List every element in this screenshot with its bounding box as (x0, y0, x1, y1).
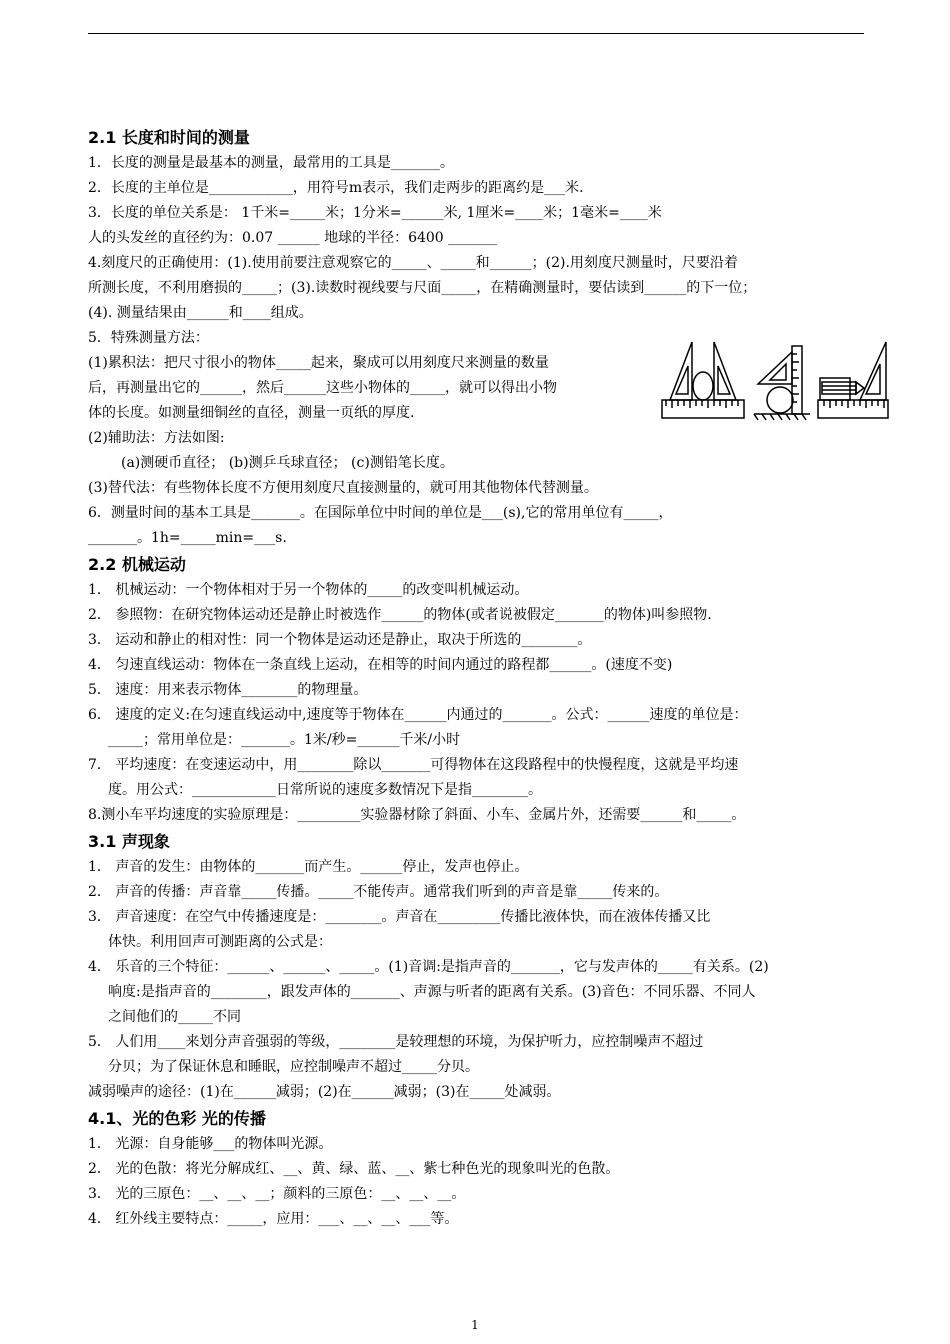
auxiliary-measurement-figure (660, 338, 892, 422)
text-line: 后，再测量出它的______，然后______这些小物体的_____，就可以得出小物 (88, 380, 557, 396)
ball-measurement-illustration (754, 346, 810, 420)
text-line: 4． 红外线主要特点：_____，应用：___、__、__、___等。 (88, 1211, 459, 1227)
text-line: 人的头发丝的直径约为：0.07 ______ 地球的半径：6400 _______ (88, 230, 498, 246)
text-line: (1)累积法：把尺寸很小的物体_____起来，聚成可以用刻度尺来测量的数量 (88, 355, 549, 371)
text-line: _______。1h=_____min=___s. (88, 530, 287, 546)
text-line: 5．特殊测量方法： (88, 330, 209, 346)
section-title-3-1: 3.1 声现象 (88, 832, 170, 851)
text-line: 4.刻度尺的正确使用：(1).使用前要注意观察它的_____、_____和______；(2).用刻度尺测量时，尺要沿着 (88, 255, 738, 271)
text-line: (2)辅助法：方法如图: (88, 430, 225, 446)
text-line: 响度:是指声音的________，跟发声体的_______、声源与听者的距离有关系。(3)音色：不同乐器、不同人 (108, 984, 756, 1000)
text-line: 4． 匀速直线运动：物体在一条直线上运动，在相等的时间内通过的路程都______。(速度不变) (88, 657, 673, 673)
section-title-2-1: 2.1 长度和时间的测量 (88, 128, 250, 147)
text-line: 度。用公式：____________日常所说的速度多数情况下是指________。 (108, 782, 542, 798)
text-line: (3)替代法：有些物体长度不方便用刻度尺直接测量的，就可用其他物体代替测量。 (88, 480, 598, 496)
text-line: _____；常用单位是：_______。1米/秒=______千米/小时 (108, 732, 461, 748)
text-line: 2．长度的主单位是____________，用符号m表示，我们走两步的距离约是___米. (88, 180, 584, 196)
text-line: 1．长度的测量是最基本的测量，最常用的工具是_______。 (88, 155, 454, 171)
section-title-2-2: 2.2 机械运动 (88, 555, 186, 574)
text-line: 5． 人们用____来划分声音强弱的等级，________是较理想的环境，为保护听力，应控制噪声不超过 (88, 1034, 704, 1050)
text-line: 3． 声音速度：在空气中传播速度是：________。声音在_________传播比液体快，而在液体传播又比 (88, 909, 711, 925)
section-title-4-1: 4.1、光的色彩 光的传播 (88, 1109, 266, 1128)
text-line: 1． 机械运动：一个物体相对于另一个物体的_____的改变叫机械运动。 (88, 582, 529, 598)
text-line: 体的长度。如测量细铜丝的直径，测量一页纸的厚度. (88, 405, 415, 421)
text-line: 3． 运动和静止的相对性：同一个物体是运动还是静止，取决于所选的________。 (88, 632, 592, 648)
text-line: 7． 平均速度：在变速运动中，用________除以_______可得物体在这段路程中的快慢程度，这就是平均速 (88, 757, 739, 773)
text-line: 分贝；为了保证休息和睡眠，应控制噪声不超过_____分贝。 (108, 1059, 479, 1075)
text-line: 2． 光的色散：将光分解成红、__、黄、绿、蓝、__、紫七种色光的现象叫光的色散。 (88, 1161, 620, 1177)
page-number: 1 (471, 1318, 479, 1332)
text-line: 所测长度，不利用磨损的_____；(3).读数时视线要与尺面_____，在精确测量时，要估读到______的下一位； (88, 280, 757, 296)
text-line: 3． 光的三原色：__、__、__；颜料的三原色：__、__、__。 (88, 1186, 466, 1202)
text-line: (a)测硬币直径； (b)测乒乓球直径； (c)测铅笔长度。 (121, 455, 454, 471)
text-line: 之间他们的_____不同 (108, 1009, 241, 1025)
text-line: 4． 乐音的三个特征：______、______、_____。(1)音调:是指声音的_______，它与发声体的_____有关系。(2) (88, 959, 769, 975)
document-body (88, 124, 864, 1232)
text-line: 体快。利用回声可测距离的公式是： (108, 934, 332, 950)
text-line: 3．长度的单位关系是： 1千米=_____米；1分米=______米, 1厘米=____米；1毫米=____米 (88, 205, 662, 221)
text-line: 2． 参照物：在研究物体运动还是静止时被选作______的物体(或者说被假定_______的物体)叫参照物. (88, 607, 712, 623)
coin-measurement-illustration (662, 342, 744, 418)
text-line: 5． 速度：用来表示物体________的物理量。 (88, 682, 368, 698)
text-line: 2． 声音的传播：声音靠_____传播。_____不能传声。通常我们听到的声音是靠_____传来的。 (88, 884, 669, 900)
text-line: 1． 声音的发生：由物体的_______而产生。______停止，发声也停止。 (88, 859, 529, 875)
text-line: 1． 光源：自身能够___的物体叫光源。 (88, 1136, 333, 1152)
text-line: 减弱噪声的途径：(1)在______减弱；(2)在______减弱；(3)在_____处减弱。 (88, 1084, 561, 1100)
text-line: 6．测量时间的基本工具是_______。在国际单位中时间的单位是___(s),它的常用单位有_____， (88, 505, 673, 521)
text-line: (4). 测量结果由______和____组成。 (88, 305, 313, 321)
text-line: 6． 速度的定义:在匀速直线运动中,速度等于物体在______内通过的_______。公式：______速度的单位是： (88, 707, 748, 723)
text-line: 8.测小车平均速度的实验原理是：_________实验器材除了斜面、小车、金属片外，还需要______和_____。 (88, 807, 746, 823)
pencil-measurement-illustration (818, 342, 888, 418)
header-rule (88, 33, 864, 34)
